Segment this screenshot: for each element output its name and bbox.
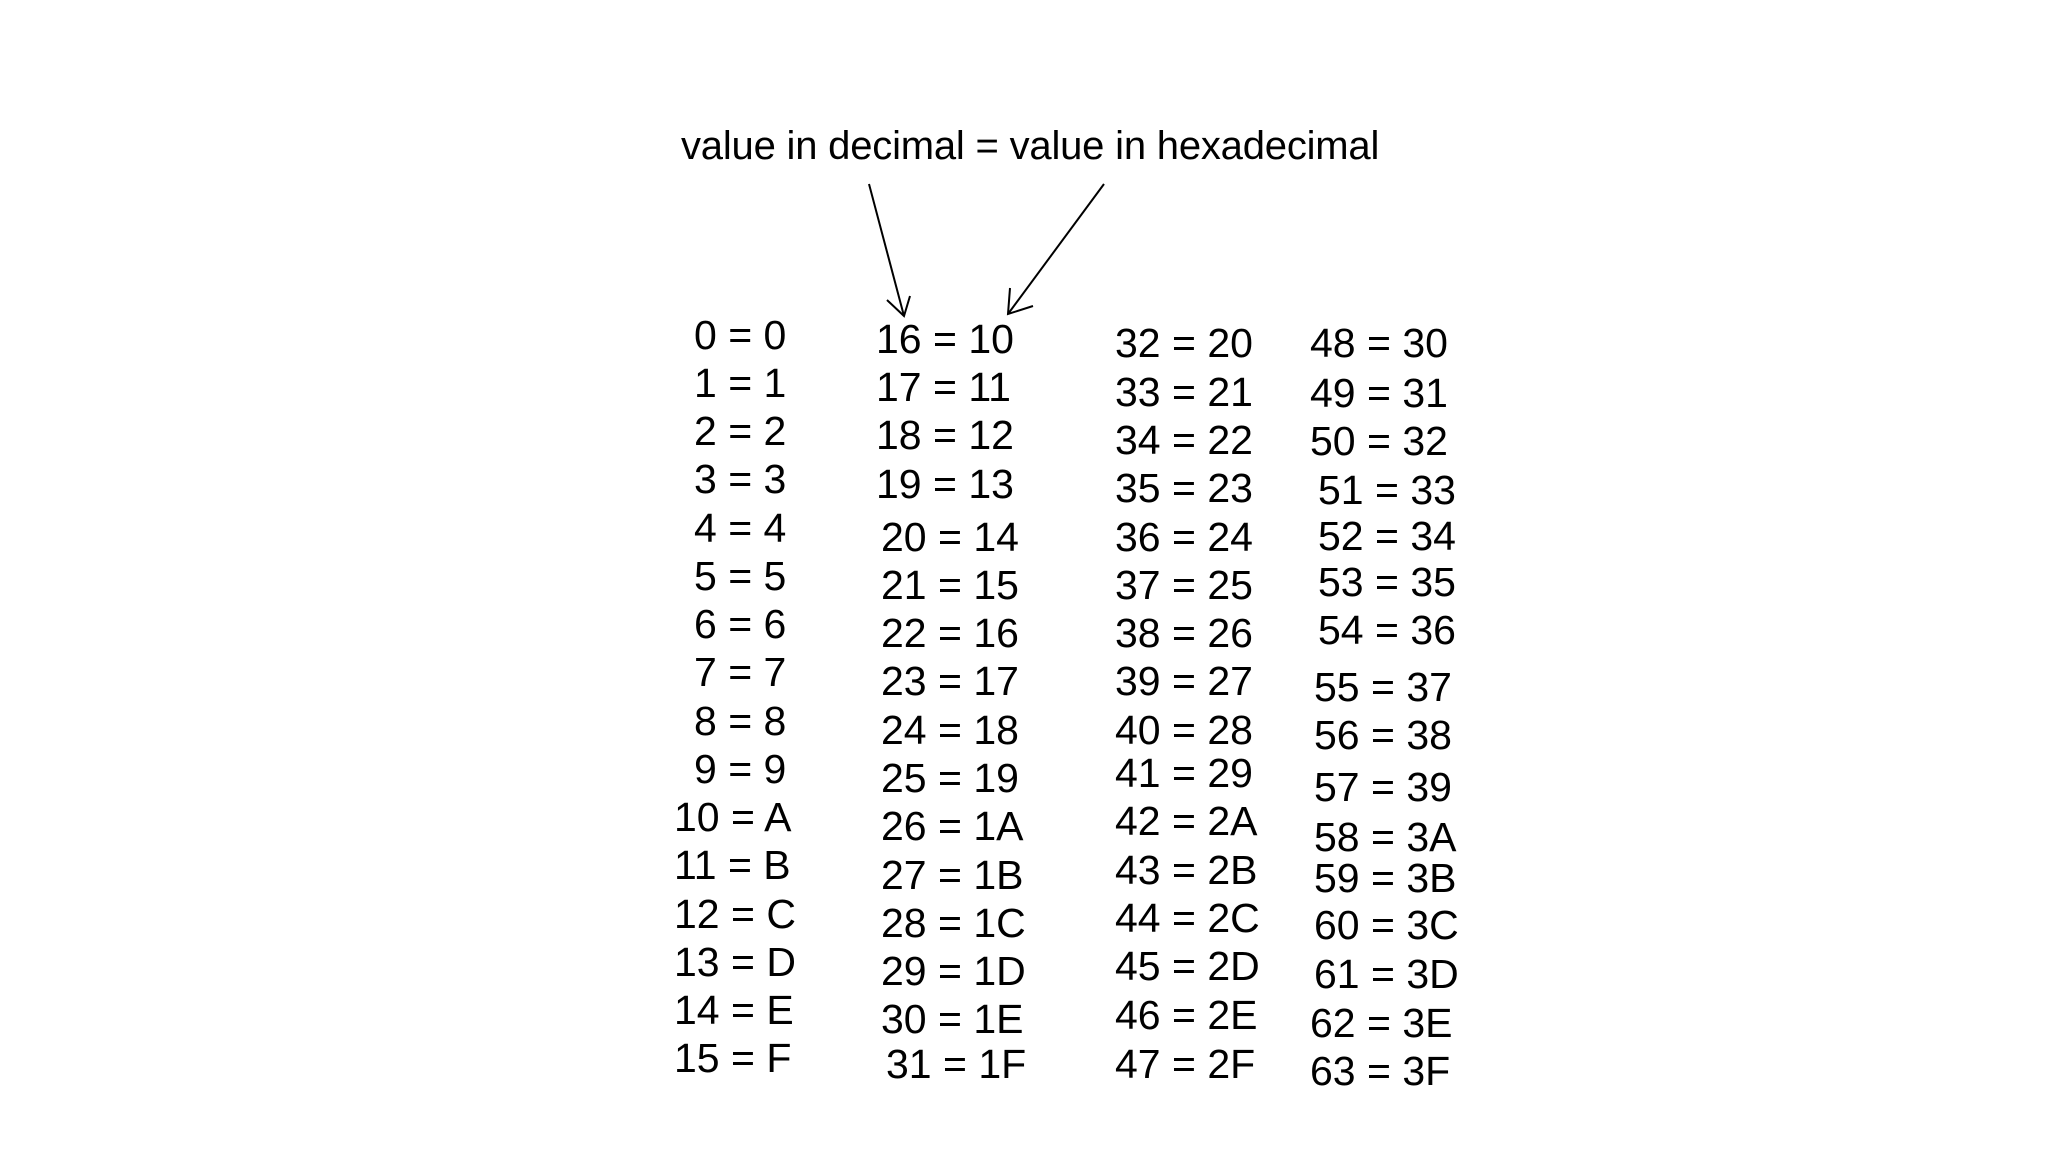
conversion-entry: 5 = 5 (694, 553, 787, 599)
conversion-entry: 29 = 1D (881, 948, 1026, 994)
conversion-entry: 60 = 3C (1314, 902, 1459, 948)
conversion-entry: 13 = D (674, 939, 796, 985)
conversion-entry: 52 = 34 (1318, 513, 1456, 559)
conversion-entry: 14 = E (674, 987, 794, 1033)
conversion-entry: 6 = 6 (694, 601, 787, 647)
conversion-entry: 2 = 2 (694, 408, 787, 454)
conversion-entry: 35 = 23 (1115, 465, 1253, 511)
conversion-entry: 57 = 39 (1314, 764, 1452, 810)
column-32-47 (1115, 0, 1315, 1152)
conversion-entry: 38 = 26 (1115, 610, 1253, 656)
conversion-entry: 55 = 37 (1314, 664, 1452, 710)
conversion-entry: 62 = 3E (1310, 1000, 1453, 1046)
conversion-entry: 49 = 31 (1310, 370, 1448, 416)
conversion-entry: 26 = 1A (881, 803, 1024, 849)
conversion-entry: 17 = 11 (876, 364, 1011, 410)
conversion-entry: 12 = C (674, 891, 796, 937)
conversion-entry: 39 = 27 (1115, 658, 1253, 704)
conversion-entry: 25 = 19 (881, 755, 1019, 801)
conversion-entry: 46 = 2E (1115, 992, 1258, 1038)
conversion-entry: 20 = 14 (881, 514, 1019, 560)
conversion-entry: 48 = 30 (1310, 320, 1448, 366)
conversion-entry: 36 = 24 (1115, 514, 1253, 560)
column-16-31 (876, 0, 1076, 1152)
conversion-entry: 22 = 16 (881, 610, 1019, 656)
conversion-entry: 51 = 33 (1318, 467, 1456, 513)
conversion-entry: 56 = 38 (1314, 712, 1452, 758)
conversion-entry: 34 = 22 (1115, 417, 1253, 463)
conversion-entry: 43 = 2B (1115, 847, 1258, 893)
conversion-entry: 9 = 9 (694, 746, 787, 792)
conversion-entry: 54 = 36 (1318, 607, 1456, 653)
conversion-entry: 19 = 13 (876, 461, 1014, 507)
conversion-entry: 1 = 1 (694, 360, 787, 406)
conversion-entry: 44 = 2C (1115, 895, 1260, 941)
conversion-entry: 53 = 35 (1318, 559, 1456, 605)
conversion-entry: 37 = 25 (1115, 562, 1253, 608)
conversion-entry: 59 = 3B (1314, 855, 1457, 901)
conversion-entry: 47 = 2F (1115, 1041, 1256, 1087)
conversion-entry: 30 = 1E (881, 996, 1024, 1042)
conversion-entry: 41 = 29 (1115, 750, 1253, 796)
conversion-entry: 4 = 4 (694, 505, 787, 551)
conversion-entry: 3 = 3 (694, 456, 787, 502)
conversion-entry: 63 = 3F (1310, 1048, 1451, 1094)
conversion-entry: 50 = 32 (1310, 418, 1448, 464)
conversion-entry: 32 = 20 (1115, 320, 1253, 366)
conversion-entry: 21 = 15 (881, 562, 1019, 608)
conversion-entry: 18 = 12 (876, 412, 1014, 458)
column-48-63 (1310, 0, 1510, 1152)
conversion-entry: 0 = 0 (694, 312, 787, 358)
conversion-entry: 7 = 7 (694, 649, 787, 695)
conversion-entry: 11 = B (674, 842, 791, 888)
conversion-entry: 42 = 2A (1115, 798, 1258, 844)
conversion-entry: 10 = A (674, 794, 792, 840)
conversion-entry: 45 = 2D (1115, 943, 1260, 989)
conversion-entry: 24 = 18 (881, 707, 1019, 753)
conversion-entry: 28 = 1C (881, 900, 1026, 946)
header-label: value in decimal = value in hexadecimal (681, 124, 1380, 168)
conversion-entry: 27 = 1B (881, 852, 1024, 898)
conversion-entry: 31 = 1F (886, 1041, 1027, 1087)
conversion-entry: 16 = 10 (876, 316, 1014, 362)
conversion-entry: 8 = 8 (694, 698, 787, 744)
conversion-entry: 40 = 28 (1115, 707, 1253, 753)
conversion-entry: 15 = F (674, 1035, 792, 1081)
conversion-entry: 61 = 3D (1314, 951, 1459, 997)
conversion-entry: 33 = 21 (1115, 369, 1253, 415)
column-0-15 (674, 0, 874, 1152)
conversion-entry: 23 = 17 (881, 658, 1019, 704)
conversion-entry: 58 = 3A (1314, 814, 1457, 860)
